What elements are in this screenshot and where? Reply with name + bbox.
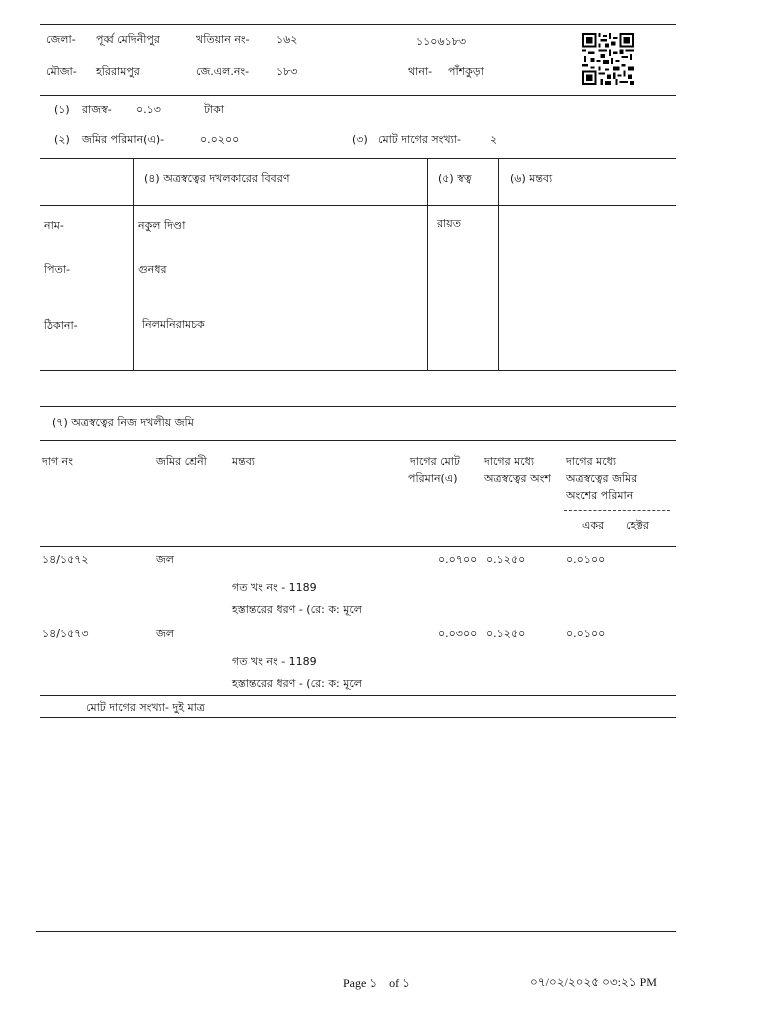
plots-num: (৩) xyxy=(352,133,368,146)
revenue-num: (১) xyxy=(54,103,70,116)
of-label: of xyxy=(389,976,400,990)
header-share-area-2: অত্রস্বত্বের জমির xyxy=(566,472,638,485)
header-share-area-1: দাগের মধ্যে xyxy=(566,455,617,468)
row1-transfer: হস্তান্তরের ধরণ - (রে: ক: মূলে xyxy=(232,603,362,616)
header-plot-no: দাগ নং xyxy=(42,455,73,468)
mouza-label: মৌজা- xyxy=(46,65,77,78)
owner-table-top xyxy=(40,158,676,159)
row1-share: ০.১২৫০ xyxy=(486,553,526,566)
jl-value: ১৮৩ xyxy=(276,65,298,78)
header-acre: একর xyxy=(582,519,605,532)
thana-label: থানা- xyxy=(408,65,433,78)
record-code: ১১০৬১৮৩ xyxy=(416,35,467,48)
row2-acre: ০.০১০০ xyxy=(566,627,606,640)
row2-prev-khatian: গত খং নং - 1189 xyxy=(232,655,317,668)
father-label: পিতা- xyxy=(44,263,71,276)
header-share-2: অত্রস্বত্বের অংশ xyxy=(484,472,551,485)
header-land-class: জমির শ্রেনী xyxy=(156,455,207,468)
land-section-title: (৭) অত্রস্বত্বের নিজ দখলীয় জমি xyxy=(52,416,194,429)
header-rule xyxy=(40,95,676,96)
owner-col6-header: (৬) মন্তব্য xyxy=(510,172,553,185)
owner-table-bottom xyxy=(40,370,676,371)
land-section-title-rule xyxy=(40,440,676,441)
row1-acre: ০.০১০০ xyxy=(566,553,606,566)
row2-transfer: হস্তান্তরের ধরণ - (রে: ক: মূলে xyxy=(232,677,362,690)
revenue-unit: টাকা xyxy=(204,103,225,116)
row2-total: ০.০৩০০ xyxy=(438,627,478,640)
area-value: ০.০২০০ xyxy=(200,133,240,146)
header-share-1: দাগের মধ্যে xyxy=(484,455,535,468)
mouza-value: হরিরামপুর xyxy=(96,65,140,78)
father-value: গুনধর xyxy=(138,263,167,276)
total-plots-line: মোট দাগের সংখ্যা- দুই মাত্র xyxy=(86,701,205,714)
footer-rule xyxy=(36,931,676,932)
header-remarks: মন্তব্য xyxy=(232,455,256,468)
unit-divider xyxy=(564,510,670,511)
page-number: ১ xyxy=(369,976,378,990)
thana-value: পাঁশকুড়া xyxy=(448,65,484,78)
owner-col-divider-3 xyxy=(498,158,499,370)
owner-table-header-rule xyxy=(40,205,676,206)
land-table-bottom-rule xyxy=(40,695,676,696)
revenue-value: ০.১৩ xyxy=(136,103,161,116)
row2-plot: ১৪/১৫৭৩ xyxy=(42,627,89,640)
khatian-value: ১৬২ xyxy=(276,33,298,46)
land-section-top xyxy=(40,406,676,407)
district-label: জেলা- xyxy=(46,33,76,46)
row2-class: জল xyxy=(156,627,175,640)
district-value: পূর্ব্ব মেদিনীপুর xyxy=(96,33,160,46)
page-indicator xyxy=(343,975,410,995)
jl-label: জে.এল.নং- xyxy=(196,65,250,78)
name-value: নকুল দিণ্ডা xyxy=(138,219,186,232)
top-rule xyxy=(40,24,676,25)
header-total-area-1: দাগের মোট xyxy=(410,455,460,468)
plots-value: ২ xyxy=(490,133,498,146)
page-label: Page xyxy=(343,976,367,990)
row1-class: জল xyxy=(156,553,175,566)
row1-prev-khatian: গত খং নং - 1189 xyxy=(232,581,317,594)
owner-col-divider-1 xyxy=(133,158,134,370)
header-hectare: হেক্টর xyxy=(626,519,649,532)
header-total-area-2: পরিমান(এ) xyxy=(408,472,458,485)
area-label: জমির পরিমান(এ)- xyxy=(82,133,165,146)
qr-code-icon xyxy=(582,33,634,85)
land-table-header-rule xyxy=(40,546,676,547)
address-label: ঠিকানা- xyxy=(44,319,78,332)
khatian-label: খতিয়ান নং- xyxy=(196,33,250,46)
address-value: নিলমনিরামচক xyxy=(142,318,205,331)
print-timestamp: ০৭/০২/২০২৫ ০৩:২১ PM xyxy=(530,975,657,989)
owner-col4-header: (৪) অত্রস্বত্বের দখলকারের বিবরণ xyxy=(144,172,290,185)
header-share-area-3: অংশের পরিমান xyxy=(566,489,634,502)
name-label: নাম- xyxy=(44,219,64,232)
owner-col-divider-2 xyxy=(427,158,428,370)
page-total: ১ xyxy=(402,976,410,990)
total-line-rule xyxy=(40,717,676,718)
revenue-label: রাজস্ব- xyxy=(82,103,112,116)
right-value: রায়ত xyxy=(437,217,461,230)
owner-col5-header: (৫) স্বত্ব xyxy=(438,172,472,185)
row2-share: ০.১২৫০ xyxy=(486,627,526,640)
plots-label: মোট দাগের সংখ্যা- xyxy=(378,133,461,146)
row1-plot: ১৪/১৫৭২ xyxy=(42,553,89,566)
row1-total: ০.০৭০০ xyxy=(438,553,478,566)
area-num: (২) xyxy=(54,133,70,146)
